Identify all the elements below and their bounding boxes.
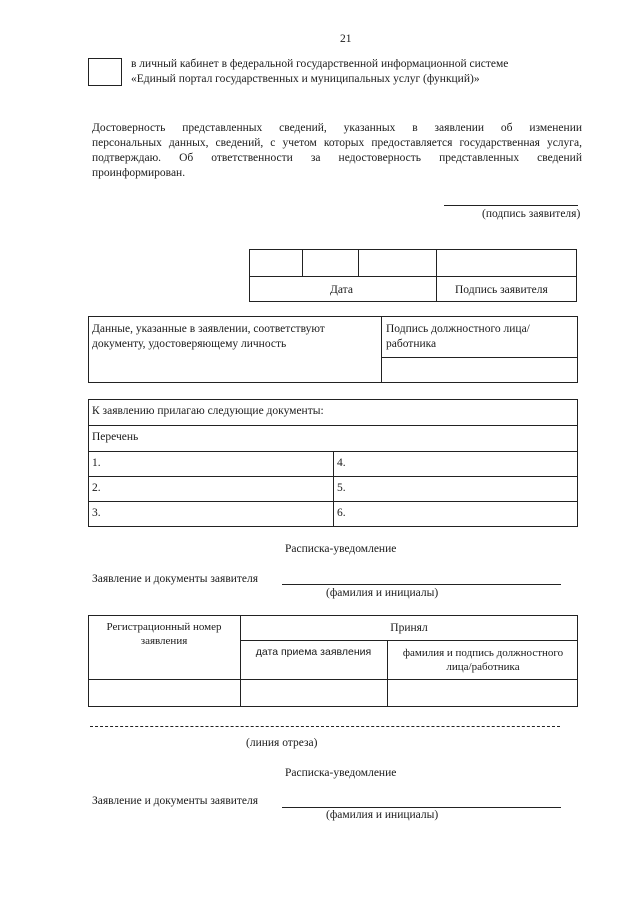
- date-year-cell[interactable]: [360, 251, 435, 275]
- accepted-header: Принял: [390, 622, 428, 634]
- document-item: 3.: [92, 507, 101, 519]
- checkbox-option-line1: в личный кабинет в федеральной государственной информационной системе: [131, 58, 509, 70]
- checkbox[interactable]: [88, 58, 122, 86]
- applicant-signature-line[interactable]: [444, 205, 578, 206]
- receipt2-caption: (фамилия и инициалы): [326, 809, 439, 821]
- name-signature-cell[interactable]: [389, 681, 577, 705]
- documents-header: К заявлению прилагаю следующие документы:: [92, 405, 324, 417]
- document-item: 6.: [337, 507, 346, 519]
- cut-line-caption: (линия отреза): [246, 737, 318, 749]
- date-month-cell[interactable]: [304, 251, 357, 275]
- date-accepted-header: дата приема заявления: [255, 646, 372, 658]
- signature-label: Подпись заявителя: [455, 284, 548, 296]
- page-number: 21: [340, 33, 352, 45]
- reg-number-cell[interactable]: [90, 681, 238, 705]
- reg-number-header: Регистрационный номер заявления: [106, 621, 222, 647]
- documents-list-label: Перечень: [92, 431, 139, 443]
- verification-right-text: Подпись должностного лица/работника: [386, 323, 530, 350]
- confirmation-line4: проинформирован.: [92, 167, 186, 179]
- applicant-signature-cell[interactable]: [438, 251, 576, 275]
- verification-left-text: Данные, указанные в заявлении, соответствуют документу, удостоверяющему личность: [92, 323, 325, 350]
- receipt2-title: Расписка-уведомление: [285, 767, 397, 779]
- checkbox-option-line2: «Единый портал государственных и муниципальных услуг (функций)»: [131, 73, 480, 85]
- applicant-signature-caption: (подпись заявителя): [482, 208, 581, 220]
- date-accepted-cell[interactable]: [242, 681, 386, 705]
- receipt1-title: Расписка-уведомление: [285, 543, 397, 555]
- date-day-cell[interactable]: [251, 251, 301, 275]
- date-label: Дата: [330, 284, 353, 296]
- receipt1-statement: Заявление и документы заявителя: [92, 573, 259, 585]
- checkbox-option-text: [131, 57, 591, 87]
- receipt1-caption: (фамилия и инициалы): [326, 587, 439, 599]
- name-signature-header: фамилия и подпись должностного лица/работника: [402, 647, 564, 673]
- document-item: 1.: [92, 457, 101, 469]
- confirmation-line2: персональных данных, сведений, с учетом которых предоставляется государственная услуга,: [92, 137, 582, 149]
- confirmation-paragraph: [92, 121, 582, 181]
- receipt2-statement: Заявление и документы заявителя: [92, 795, 259, 807]
- cut-line: [90, 726, 560, 727]
- confirmation-line1: Достоверность представленных сведений, указанных в заявлении об изменении: [92, 122, 582, 134]
- official-signature-cell[interactable]: [383, 359, 576, 381]
- document-item: 4.: [337, 457, 346, 469]
- document-item: 2.: [92, 482, 101, 494]
- document-item: 5.: [337, 482, 346, 494]
- receipt1-name-line[interactable]: [282, 584, 561, 585]
- confirmation-line3: подтверждаю. Об ответственности за недостоверность представленных сведений: [92, 152, 582, 164]
